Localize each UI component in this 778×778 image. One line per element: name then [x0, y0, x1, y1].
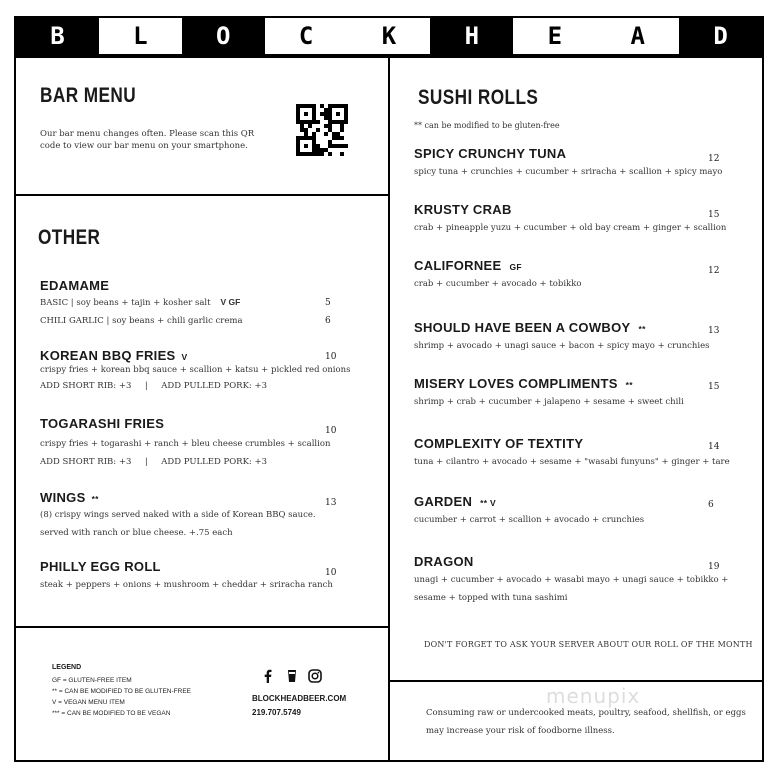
sushi-footer: DON'T FORGET TO ASK YOUR SERVER ABOUT OUR ROLL OF THE MONTH	[424, 640, 753, 649]
banner-letter: C	[265, 18, 348, 54]
roll-desc: unagi + cucumber + avocado + wasabi mayo + unagi sauce + tobikko +	[414, 575, 729, 585]
item-name: EDAMAME	[40, 278, 110, 293]
sushi-roll-title	[414, 376, 633, 391]
banner-letter: O	[182, 18, 265, 54]
legend-title: LEGEND	[52, 664, 82, 671]
banner-letter: L	[99, 18, 182, 54]
banner-letter: B	[16, 18, 99, 54]
korean-addons: ADD SHORT RIB: +3 | ADD PULLED PORK: +3	[40, 381, 268, 391]
roll-desc: sesame + topped with tuna sashimi	[414, 593, 568, 603]
phone-number[interactable]: 219.707.5749	[252, 708, 301, 717]
item-name: TOGARASHI FRIES	[40, 416, 165, 431]
price: 6	[325, 316, 331, 326]
price: 10	[325, 352, 337, 362]
price: 12	[708, 266, 720, 276]
banner-letter: K	[348, 18, 431, 54]
sushi-roll-title	[414, 320, 646, 335]
diet-tag: V GF	[220, 297, 241, 307]
roll-name: MISERY LOVES COMPLIMENTS	[414, 376, 618, 391]
sushi-panel	[388, 56, 764, 682]
roll-desc: crab + cucumber + avocado + tobikko	[414, 279, 582, 289]
sushi-roll-title	[414, 554, 474, 569]
bar-menu-text: Our bar menu changes often. Please scan this QR code to view our bar menu on your smartphone.	[40, 129, 255, 151]
brand-banner	[14, 16, 764, 56]
sushi-title: SUSHI ROLLS	[418, 86, 539, 109]
warning-line: Consuming raw or undercooked meats, poultry, seafood, shellfish, or eggs	[426, 708, 746, 718]
item-name: KOREAN BBQ FRIES	[40, 348, 176, 363]
roll-desc: shrimp + avocado + unagi sauce + bacon + spicy mayo + crunchies	[414, 341, 710, 351]
watermark: menupix	[546, 684, 641, 708]
diet-tag: **	[625, 380, 633, 390]
sushi-note: ** can be modified to be gluten-free	[414, 121, 560, 130]
roll-name: SHOULD HAVE BEEN A COWBOY	[414, 320, 631, 335]
sushi-roll-title	[414, 146, 566, 161]
banner-letter: E	[513, 18, 596, 54]
menu-item-korean-bbq-fries	[40, 348, 188, 363]
roll-name: KRUSTY CRAB	[414, 202, 512, 217]
banner-letter: H	[430, 18, 513, 54]
warning-panel	[388, 680, 764, 762]
instagram-icon[interactable]	[308, 668, 322, 682]
roll-desc: spicy tuna + crunchies + cucumber + sriracha + scallion + spicy mayo	[414, 167, 723, 177]
menu-item-edamame	[40, 278, 109, 293]
banner-letter: A	[596, 18, 679, 54]
price: 10	[325, 568, 337, 578]
roll-name: COMPLEXITY OF TEXTITY	[414, 436, 584, 451]
sushi-roll-title	[414, 258, 522, 273]
price: 15	[708, 382, 720, 392]
sushi-roll-title	[414, 436, 583, 451]
diet-tag: **	[91, 494, 99, 504]
diet-tag: GF	[509, 262, 522, 272]
legend-panel	[14, 626, 390, 762]
menu-item-togarashi-fries	[40, 416, 164, 431]
diet-tag: **	[638, 324, 646, 334]
korean-desc: crispy fries + korean bbq sauce + scallion + katsu + pickled red onions	[40, 365, 351, 375]
diet-tag: ** V	[480, 498, 496, 508]
price: 12	[708, 154, 720, 164]
banner-letter: D	[679, 18, 762, 54]
roll-name: SPICY CRUNCHY TUNA	[414, 146, 567, 161]
item-name: PHILLY EGG ROLL	[40, 559, 161, 574]
price: 10	[325, 426, 337, 436]
item-name: WINGS	[40, 490, 86, 505]
bar-menu-title: BAR MENU	[40, 84, 137, 107]
philly-desc: steak + peppers + onions + mushroom + cheddar + sriracha ranch	[40, 580, 333, 590]
roll-desc: crab + pineapple yuzu + cucumber + old bay cream + ginger + scallion	[414, 223, 727, 233]
menu-item-wings	[40, 490, 99, 505]
edamame-basic-text: BASIC | soy beans + tajin + kosher salt	[40, 298, 211, 308]
price: 6	[708, 500, 714, 510]
togarashi-desc: crispy fries + togarashi + ranch + bleu cheese crumbles + scallion	[40, 439, 331, 449]
sushi-roll-title	[414, 494, 496, 509]
wings-desc: served with ranch or blue cheese. +.75 each	[40, 528, 233, 538]
other-title: OTHER	[38, 226, 101, 249]
price: 19	[708, 562, 720, 572]
roll-name: GARDEN	[414, 494, 473, 509]
qr-module	[344, 152, 348, 156]
price: 13	[708, 326, 720, 336]
edamame-basic	[40, 296, 240, 310]
warning-line: may increase your risk of foodborne illness.	[426, 726, 615, 736]
roll-desc: cucumber + carrot + scallion + avocado + crunchies	[414, 515, 645, 525]
togarashi-addons: ADD SHORT RIB: +3 | ADD PULLED PORK: +3	[40, 457, 268, 467]
untappd-icon[interactable]	[286, 668, 298, 682]
legend-line: GF = GLUTEN-FREE ITEM	[52, 677, 132, 684]
legend-line: ** = CAN BE MODIFIED TO BE GLUTEN-FREE	[52, 688, 191, 695]
sushi-roll-title	[414, 202, 512, 217]
roll-name: DRAGON	[414, 554, 474, 569]
wings-desc: (8) crispy wings served naked with a side of Korean BBQ sauce.	[40, 510, 316, 520]
menu-item-philly-egg-roll	[40, 559, 161, 574]
website-link[interactable]: BLOCKHEADBEER.COM	[252, 694, 347, 703]
diet-tag: V	[181, 352, 188, 362]
price: 13	[325, 498, 337, 508]
bar-menu-panel	[14, 56, 390, 196]
price: 14	[708, 442, 720, 452]
price: 5	[325, 298, 331, 308]
roll-desc: shrimp + crab + cucumber + jalapeno + sesame + sweet chili	[414, 397, 684, 407]
roll-desc: tuna + cilantro + avocado + sesame + "wasabi funyuns" + ginger + tare	[414, 457, 730, 467]
roll-name: CALIFORNEE	[414, 258, 502, 273]
legend-line: *** = CAN BE MODIFIED TO BE VEGAN	[52, 710, 171, 717]
qr-code[interactable]	[296, 104, 348, 156]
facebook-icon[interactable]	[262, 668, 274, 682]
other-panel	[14, 194, 390, 628]
price: 15	[708, 210, 720, 220]
edamame-chili: CHILI GARLIC | soy beans + chili garlic crema	[40, 316, 243, 326]
legend-line: V = VEGAN MENU ITEM	[52, 699, 125, 706]
